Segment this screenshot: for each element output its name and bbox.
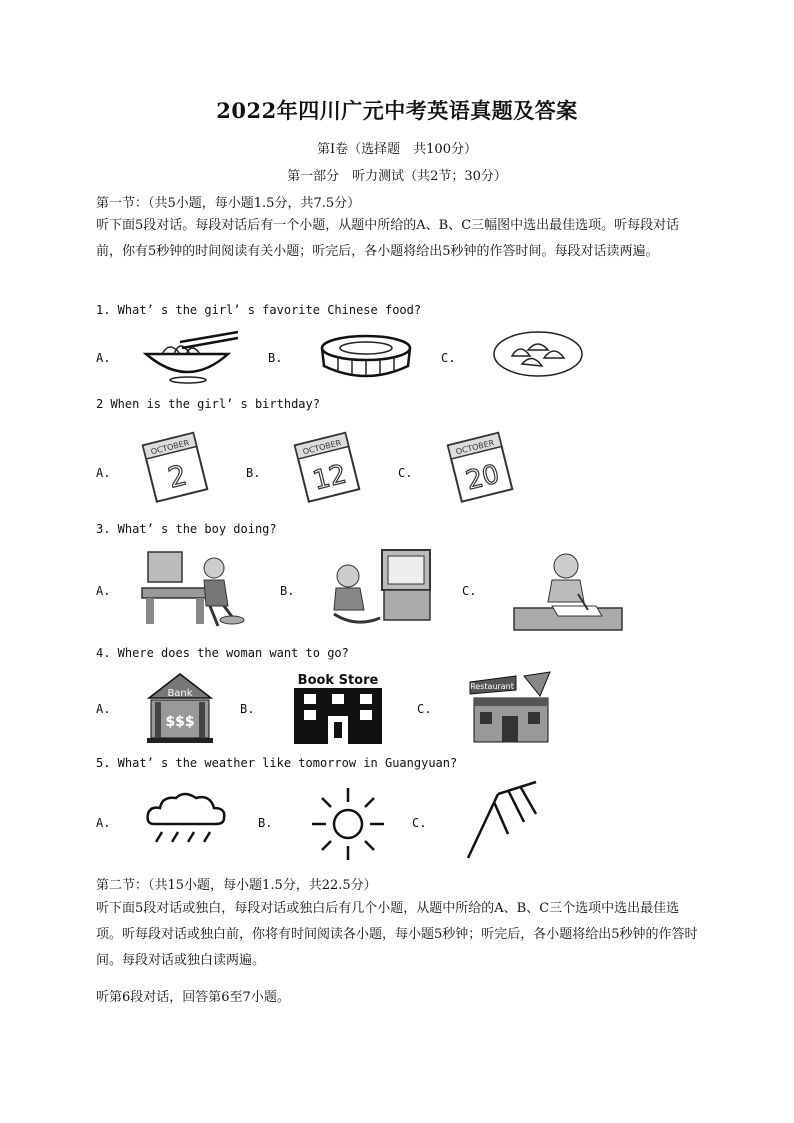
question-3-prompt: 3. What’ s the boy doing? [96, 522, 277, 536]
volume-heading: 第Ⅰ卷（选择题 共100分） [317, 142, 477, 157]
boy-watching-tv-image [326, 548, 438, 630]
rain-icon [144, 790, 230, 850]
question-2-prompt: 2 When is the girl’ s birthday? [96, 397, 320, 411]
question-5-prompt: 5. What’ s the weather like tomorrow in Guangyuan? [96, 756, 458, 770]
bookstore-label: Book Store [297, 673, 379, 688]
calendar-october-20-image [448, 432, 514, 502]
dumplings-plate-image [492, 330, 587, 382]
mooncake-image [318, 330, 418, 385]
q4-option-a[interactable]: A. [96, 702, 111, 716]
question-4-prompt: 4. Where does the woman want to go? [96, 646, 349, 660]
calendar-b-day: 12 [310, 459, 350, 497]
q1-option-c[interactable]: C. [441, 351, 456, 365]
boy-at-computer-image [140, 548, 255, 630]
bank-dollar-sign: $$$ [165, 714, 195, 730]
page-title: 2022年四川广元中考英语真题及答案 [216, 98, 578, 123]
q4-option-c[interactable]: C. [417, 702, 432, 716]
section1-heading: 第一节：（共5小题，每小题1.5分，共7.5分） [96, 196, 361, 211]
q3-option-b[interactable]: B. [280, 584, 295, 598]
sun-icon [310, 786, 386, 862]
bookstore-building-image [292, 670, 384, 746]
q1-option-b[interactable]: B. [268, 351, 283, 365]
part-heading: 第一部分 听力测试（共2节；30分） [287, 169, 507, 184]
noodles-bowl-image [140, 328, 240, 388]
bank-building-image [145, 672, 215, 744]
q4-option-b[interactable]: B. [240, 702, 255, 716]
calendar-c-month: OCTOBER [454, 438, 496, 457]
question-1-prompt: 1. What’ s the girl’ s favorite Chinese food? [96, 303, 422, 317]
q5-option-b[interactable]: B. [258, 816, 273, 830]
q2-option-a[interactable]: A. [96, 466, 111, 480]
bank-label: Bank [167, 688, 193, 699]
calendar-b-month: OCTOBER [301, 438, 343, 457]
boy-writing-image [512, 546, 624, 634]
calendar-october-12-image [295, 432, 361, 502]
q1-option-a[interactable]: A. [96, 351, 111, 365]
q3-option-a[interactable]: A. [96, 584, 111, 598]
calendar-c-day: 20 [463, 459, 503, 497]
section2-instruction: 听下面5段对话或独白，每段对话或独白后有几个小题，从题中所给的A、B、C三个选项中选出最佳选项。听每段对话或独白前，你将有时间阅读各小题，每小题5秒钟；听完后，各小题将给出5秒钟的作答时间。每段对话或独白读两遍。 [96, 901, 698, 968]
calendar-october-2-image [143, 432, 209, 502]
wind-icon [462, 778, 542, 864]
calendar-a-month: OCTOBER [149, 438, 191, 457]
q5-option-c[interactable]: C. [412, 816, 427, 830]
q5-option-a[interactable]: A. [96, 816, 111, 830]
q3-option-c[interactable]: C. [462, 584, 477, 598]
calendar-a-day: 2 [164, 458, 190, 495]
section2-heading: 第二节：（共15小题，每小题1.5分，共22.5分） [96, 878, 377, 893]
q2-option-b[interactable]: B. [246, 466, 261, 480]
section2-note: 听第6段对话，回答第6至7小题。 [96, 990, 290, 1005]
restaurant-label: Restaurant [470, 682, 514, 691]
restaurant-building-image [466, 668, 554, 746]
q2-option-c[interactable]: C. [398, 466, 413, 480]
section1-instruction: 听下面5段对话。每段对话后有一个小题，从题中所给的A、B、C三幅图中选出最佳选项。听每段对话前，你有5秒钟的时间阅读有关小题；听完后，各小题将给出5秒钟的作答时间。每段对话读两遍。 [96, 218, 680, 259]
